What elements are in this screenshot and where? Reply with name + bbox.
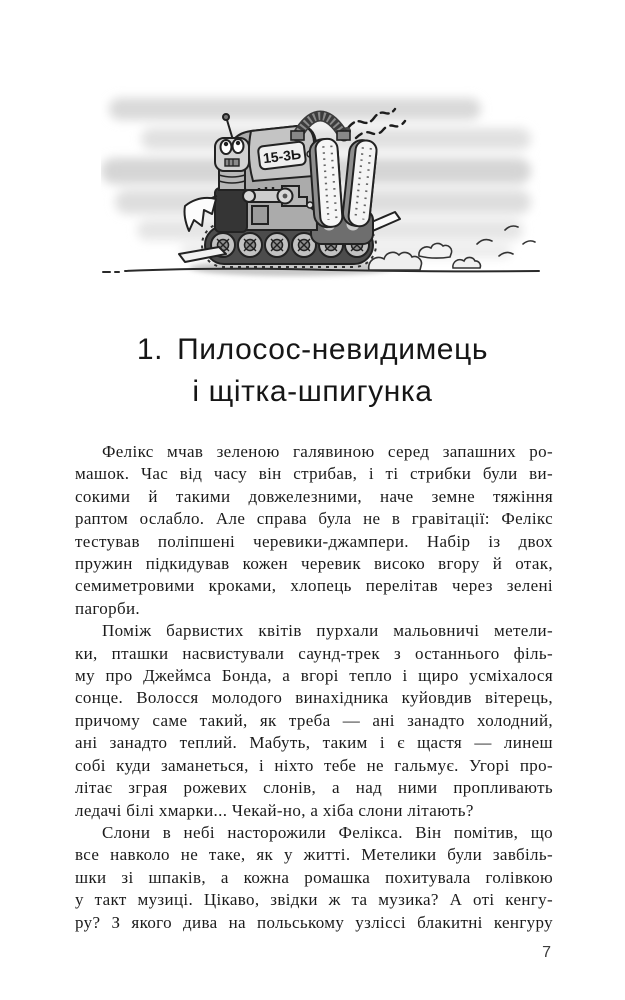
text-line: шки зі шпаків, а кожна ромашка похитувала голівкою [75,867,553,887]
text-line: літає зграя рожевих слонів, а над ними пропливають [75,778,553,798]
paragraph [75,441,553,620]
chapter-number: 1. [136,333,164,366]
text-line: му про Джеймса Бонда, а вгорі тепло і щиро усміхалося [75,666,553,686]
chapter-title [0,329,625,413]
text-line: пружин підкидував кожен черевик високо вгору й отак, [75,554,553,574]
illustration-vacuum-robot [0,84,625,299]
text-line: Фелікс мчав зеленою галявиною серед запашних ро- [102,442,553,461]
text-line: машок. Час від часу він стрибав, і ті стрибки були ви- [75,464,553,484]
text-line: тестував поліпшені черевики-джампери. Набір із двох [75,531,553,551]
text-line: сонце. Волосся молодого винахідника куйовдив вітерець, [75,688,553,708]
text-line: у такт музиці. Цікаво, звідки ж та музика? А оті кенгу- [75,890,553,910]
text-line: раптом ослабло. Але справа була не в гравітації: Фелікс [75,509,553,529]
text-line: ані занадто теплий. Мабуть, таким і є щастя — линеш [75,733,553,753]
body-text [75,441,553,934]
text-line: ру? З якого дива на польському узліссі блакитні кенгуру [75,912,553,932]
chapter-title-line1 [0,329,625,371]
chapter-title-line2: і щітка-шпигунка [192,375,433,408]
page-number: 7 [542,944,551,961]
text-line: ки, пташки насвистували саунд-трек з останнього філь- [75,643,553,663]
text-line: Слони в небі насторожили Фелікса. Він помітив, що [102,822,553,842]
text-line: все навколо не таке, як у житті. Метелики були завбіль- [75,845,553,865]
text-line: семиметровими кроками, хлопець перелітав через зелені [75,576,553,596]
chapter-title-text1: Пилосос-невидимець [177,333,489,366]
text-line: сокими й такими довжелезними, наче земне тяжіння [75,486,553,506]
text-line: ледачі білі хмарки... Чекай-но, а хіба слони літають? [75,800,474,820]
machine-label-plate [257,141,305,169]
machine-label: 15-3Ь [261,145,302,167]
text-line: собі куди заманеться, і ніхто тебе не гальмує. Угорі про- [75,755,553,775]
text-line: причому саме такий, як треба — ані занадто холодний, [75,710,553,730]
text-line: Поміж барвистих квітів пурхали мальовничі метели- [102,621,553,641]
vacuum-robot-drawing [101,84,541,294]
paragraph [75,620,553,822]
paragraph [75,822,553,934]
text-line: пагорби. [75,598,140,618]
